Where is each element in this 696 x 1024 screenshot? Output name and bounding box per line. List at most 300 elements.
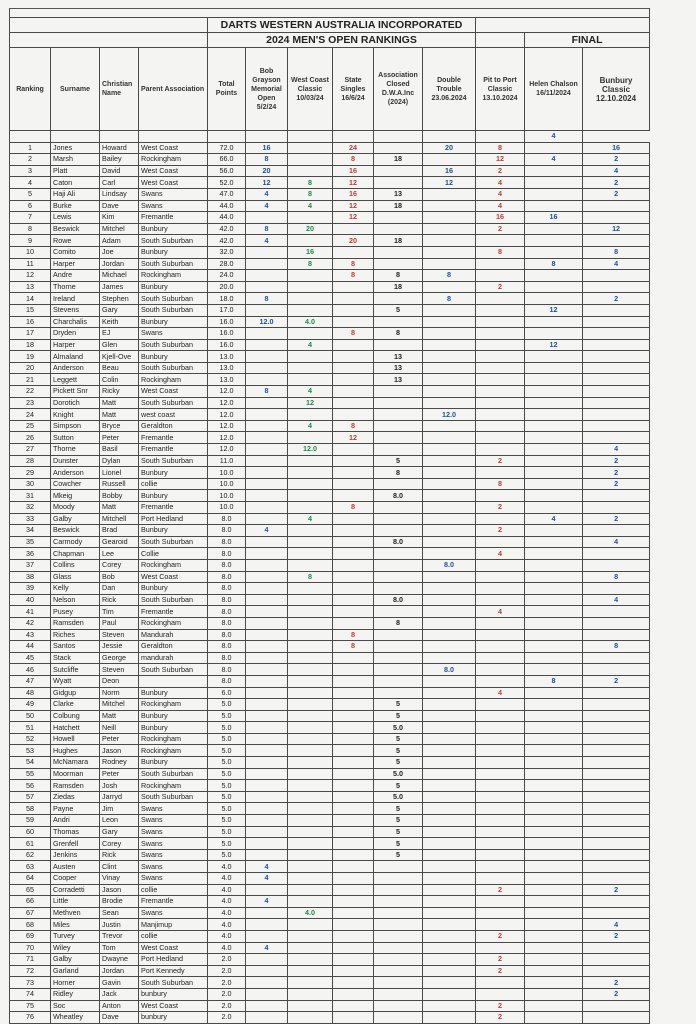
cell-total-points: 16.0 — [208, 328, 246, 340]
cell-bob-grayson — [246, 815, 288, 827]
cell-association-closed — [374, 165, 423, 177]
cell-total-points: 2.0 — [208, 1012, 246, 1024]
cell-bob-grayson — [246, 965, 288, 977]
cell-total-points: 32.0 — [208, 246, 246, 258]
cell-bob-grayson — [246, 641, 288, 653]
cell-bob-grayson — [246, 559, 288, 571]
cell-parent-association: Bunbury — [139, 710, 208, 722]
cell-helen-chalson: 16 — [525, 212, 583, 224]
cell-state-singles: 8 — [333, 154, 374, 166]
cell-parent-association: Swans — [139, 849, 208, 861]
cell-surname: Kelly — [51, 583, 100, 595]
cell-helen-chalson — [525, 386, 583, 398]
cell-helen-chalson — [525, 293, 583, 305]
cell-rank: 42 — [10, 617, 51, 629]
cell-parent-association: Bunbury — [139, 246, 208, 258]
cell-association-closed — [374, 478, 423, 490]
cell-bob-grayson: 8 — [246, 223, 288, 235]
cell-pit-to-port — [476, 907, 525, 919]
cell-parent-association: Bunbury — [139, 525, 208, 537]
table-row — [10, 629, 650, 641]
cell-rank: 21 — [10, 374, 51, 386]
cell-surname: Stevens — [51, 304, 100, 316]
cell-parent-association: South Suburban — [139, 455, 208, 467]
cell-pit-to-port: 4 — [476, 177, 525, 189]
cell-double-trouble — [423, 988, 476, 1000]
cell-christian-name: Gearoid — [100, 536, 139, 548]
cell-parent-association: Collie — [139, 548, 208, 560]
cell-bunbury-classic — [583, 1000, 650, 1012]
cell-rank: 14 — [10, 293, 51, 305]
cell-bob-grayson — [246, 362, 288, 374]
cell-association-closed — [374, 884, 423, 896]
cell-helen-chalson — [525, 629, 583, 641]
cell-pit-to-port: 2 — [476, 223, 525, 235]
cell-parent-association: mandurah — [139, 652, 208, 664]
table-row — [10, 432, 650, 444]
cell-parent-association: Bunbury — [139, 467, 208, 479]
cell-surname: Lewis — [51, 212, 100, 224]
cell-parent-association: West Coast — [139, 571, 208, 583]
table-row — [10, 316, 650, 328]
cell-state-singles: 8 — [333, 258, 374, 270]
cell-rank: 63 — [10, 861, 51, 873]
header-association-closed: Association Closed D.W.A.Inc (2024) — [374, 48, 423, 131]
cell-state-singles — [333, 617, 374, 629]
cell-rank: 1 — [10, 142, 51, 154]
cell-parent-association: Bunbury — [139, 223, 208, 235]
cell-christian-name: Matt — [100, 409, 139, 421]
table-row — [10, 791, 650, 803]
cell-bob-grayson — [246, 502, 288, 514]
cell-bob-grayson — [246, 131, 288, 143]
cell-total-points: 56.0 — [208, 165, 246, 177]
cell-west-coast-classic — [288, 583, 333, 595]
cell-christian-name: Rick — [100, 849, 139, 861]
cell-state-singles — [333, 988, 374, 1000]
cell-helen-chalson — [525, 687, 583, 699]
cell-state-singles — [333, 131, 374, 143]
cell-christian-name: Matt — [100, 502, 139, 514]
cell-rank: 30 — [10, 478, 51, 490]
table-row — [10, 339, 650, 351]
cell-state-singles — [333, 930, 374, 942]
cell-bunbury-classic — [583, 873, 650, 885]
table-row — [10, 896, 650, 908]
cell-west-coast-classic — [288, 675, 333, 687]
cell-west-coast-classic — [288, 838, 333, 850]
cell-pit-to-port — [476, 467, 525, 479]
cell-pit-to-port — [476, 838, 525, 850]
cell-state-singles: 8 — [333, 502, 374, 514]
cell-helen-chalson — [525, 907, 583, 919]
cell-christian-name: George — [100, 652, 139, 664]
cell-state-singles: 8 — [333, 629, 374, 641]
table-row — [10, 409, 650, 421]
cell-helen-chalson — [525, 826, 583, 838]
cell-helen-chalson — [525, 177, 583, 189]
cell-double-trouble — [423, 304, 476, 316]
cell-west-coast-classic — [288, 559, 333, 571]
cell-association-closed: 18 — [374, 281, 423, 293]
cell-total-points: 8.0 — [208, 641, 246, 653]
cell-rank: 7 — [10, 212, 51, 224]
cell-rank: 76 — [10, 1012, 51, 1024]
cell-helen-chalson — [525, 490, 583, 502]
cell-rank: 23 — [10, 397, 51, 409]
cell-state-singles: 16 — [333, 188, 374, 200]
cell-double-trouble — [423, 223, 476, 235]
cell-surname: Hatchett — [51, 722, 100, 734]
cell-christian-name: EJ — [100, 328, 139, 340]
cell-bob-grayson — [246, 687, 288, 699]
cell-rank: 43 — [10, 629, 51, 641]
cell-pit-to-port — [476, 536, 525, 548]
cell-total-points: 4.0 — [208, 884, 246, 896]
cell-total-points: 4.0 — [208, 907, 246, 919]
cell-bob-grayson — [246, 745, 288, 757]
header-total-points: Total Points — [208, 48, 246, 131]
cell-state-singles — [333, 965, 374, 977]
cell-helen-chalson — [525, 861, 583, 873]
cell-bob-grayson — [246, 467, 288, 479]
cell-surname: Almaland — [51, 351, 100, 363]
cell-west-coast-classic: 4.0 — [288, 907, 333, 919]
cell-double-trouble — [423, 849, 476, 861]
header-pit-to-port: Pit to Port Classic 13.10.2024 — [476, 48, 525, 131]
cell-christian-name: Mitchel — [100, 223, 139, 235]
cell-association-closed: 5 — [374, 304, 423, 316]
cell-state-singles — [333, 316, 374, 328]
cell-christian-name: Joe — [100, 246, 139, 258]
cell-pit-to-port — [476, 919, 525, 931]
cell-surname: Wheatley — [51, 1012, 100, 1024]
cell-association-closed — [374, 397, 423, 409]
cell-pit-to-port — [476, 745, 525, 757]
cell-helen-chalson — [525, 165, 583, 177]
cell-pit-to-port: 4 — [476, 606, 525, 618]
cell-pit-to-port — [476, 444, 525, 456]
cell-bunbury-classic — [583, 409, 650, 421]
cell-west-coast-classic — [288, 826, 333, 838]
cell-state-singles — [333, 594, 374, 606]
cell-total-points: 13.0 — [208, 351, 246, 363]
cell-state-singles — [333, 791, 374, 803]
cell-surname: Stack — [51, 652, 100, 664]
cell-state-singles — [333, 919, 374, 931]
cell-association-closed — [374, 954, 423, 966]
cell-parent-association: Mandurah — [139, 629, 208, 641]
cell-parent-association: Rockingham — [139, 374, 208, 386]
table-row — [10, 258, 650, 270]
cell-pit-to-port: 8 — [476, 142, 525, 154]
cell-bunbury-classic — [583, 235, 650, 247]
cell-total-points: 52.0 — [208, 177, 246, 189]
cell-association-closed — [374, 420, 423, 432]
cell-pit-to-port — [476, 559, 525, 571]
cell-pit-to-port: 4 — [476, 548, 525, 560]
cell-double-trouble — [423, 838, 476, 850]
cell-rank: 62 — [10, 849, 51, 861]
cell-surname: Knight — [51, 409, 100, 421]
cell-christian-name: Dylan — [100, 455, 139, 467]
cell-bunbury-classic — [583, 652, 650, 664]
cell-pit-to-port — [476, 942, 525, 954]
cell-rank: 34 — [10, 525, 51, 537]
cell-rank: 64 — [10, 873, 51, 885]
cell-surname: Harper — [51, 258, 100, 270]
cell-surname: Methven — [51, 907, 100, 919]
cell-state-singles — [333, 455, 374, 467]
cell-rank: 47 — [10, 675, 51, 687]
cell-west-coast-classic — [288, 815, 333, 827]
cell-parent-association: Swans — [139, 188, 208, 200]
cell-state-singles — [333, 1000, 374, 1012]
cell-parent-association: Swans — [139, 328, 208, 340]
cell-bunbury-classic — [583, 965, 650, 977]
cell-helen-chalson — [525, 954, 583, 966]
cell-rank: 73 — [10, 977, 51, 989]
cell-parent-association: Geraldton — [139, 420, 208, 432]
cell-rank: 36 — [10, 548, 51, 560]
cell-parent-association: Fremantle — [139, 444, 208, 456]
cell-rank: 51 — [10, 722, 51, 734]
cell-total-points: 5.0 — [208, 826, 246, 838]
cell-pit-to-port — [476, 675, 525, 687]
cell-state-singles — [333, 873, 374, 885]
cell-pit-to-port: 2 — [476, 502, 525, 514]
cell-double-trouble — [423, 942, 476, 954]
cell-double-trouble — [423, 235, 476, 247]
cell-parent-association: Fremantle — [139, 432, 208, 444]
cell-association-closed: 8 — [374, 270, 423, 282]
table-row — [10, 907, 650, 919]
cell-total-points: 5.0 — [208, 780, 246, 792]
cell-pit-to-port — [476, 652, 525, 664]
cell-pit-to-port — [476, 849, 525, 861]
cell-rank: 10 — [10, 246, 51, 258]
cell-total-points: 8.0 — [208, 629, 246, 641]
cell-pit-to-port: 2 — [476, 965, 525, 977]
table-row — [10, 478, 650, 490]
header-row — [10, 48, 650, 131]
cell-bunbury-classic — [583, 664, 650, 676]
table-row — [10, 571, 650, 583]
cell-bob-grayson — [246, 652, 288, 664]
table-row — [10, 362, 650, 374]
cell-double-trouble — [423, 397, 476, 409]
cell-bunbury-classic — [583, 722, 650, 734]
table-row — [10, 803, 650, 815]
cell-total-points: 47.0 — [208, 188, 246, 200]
cell-surname: Marsh — [51, 154, 100, 166]
top-blank-row — [10, 9, 650, 18]
cell-helen-chalson — [525, 316, 583, 328]
cell-parent-association: Swans — [139, 815, 208, 827]
cell-rank: 9 — [10, 235, 51, 247]
cell-helen-chalson — [525, 768, 583, 780]
cell-helen-chalson — [525, 235, 583, 247]
cell-parent-association: Port Hedland — [139, 954, 208, 966]
cell-state-singles: 8 — [333, 328, 374, 340]
cell-surname: Leggett — [51, 374, 100, 386]
cell-total-points: 4.0 — [208, 896, 246, 908]
cell-pit-to-port: 2 — [476, 525, 525, 537]
cell-bunbury-classic — [583, 1012, 650, 1024]
cell-state-singles: 8 — [333, 420, 374, 432]
cell-helen-chalson — [525, 200, 583, 212]
cell-rank: 38 — [10, 571, 51, 583]
cell-surname: Anderson — [51, 467, 100, 479]
cell-christian-name: Gavin — [100, 977, 139, 989]
cell-helen-chalson — [525, 397, 583, 409]
table-row — [10, 838, 650, 850]
cell-bob-grayson — [246, 478, 288, 490]
cell-helen-chalson — [525, 791, 583, 803]
cell-helen-chalson — [525, 942, 583, 954]
table-row — [10, 1000, 650, 1012]
cell-state-singles — [333, 548, 374, 560]
cell-state-singles — [333, 444, 374, 456]
cell-bob-grayson — [246, 432, 288, 444]
cell-surname: Burke — [51, 200, 100, 212]
cell-pit-to-port — [476, 316, 525, 328]
cell-association-closed: 18 — [374, 154, 423, 166]
cell-double-trouble — [423, 374, 476, 386]
cell-pit-to-port — [476, 258, 525, 270]
cell-double-trouble — [423, 502, 476, 514]
cell-west-coast-classic: 4 — [288, 420, 333, 432]
cell-rank: 56 — [10, 780, 51, 792]
cell-association-closed: 8.0 — [374, 536, 423, 548]
cell-christian-name: Gary — [100, 304, 139, 316]
cell-association-closed: 5 — [374, 733, 423, 745]
cell-christian-name: Peter — [100, 768, 139, 780]
cell-double-trouble — [423, 131, 476, 143]
cell-parent-association: South Suburban — [139, 304, 208, 316]
cell-total-points: 8.0 — [208, 617, 246, 629]
table-row — [10, 142, 650, 154]
cell-pit-to-port: 16 — [476, 212, 525, 224]
cell-christian-name: Dave — [100, 1012, 139, 1024]
table-row — [10, 536, 650, 548]
cell-christian-name: Jordan — [100, 965, 139, 977]
cell-association-closed — [374, 652, 423, 664]
cell-rank: 69 — [10, 930, 51, 942]
cell-parent-association: Bunbury — [139, 757, 208, 769]
cell-double-trouble — [423, 815, 476, 827]
cell-helen-chalson — [525, 432, 583, 444]
cell-state-singles — [333, 362, 374, 374]
cell-surname: Platt — [51, 165, 100, 177]
table-row — [10, 687, 650, 699]
cell-double-trouble — [423, 745, 476, 757]
cell-total-points: 12.0 — [208, 420, 246, 432]
cell-surname: Wyatt — [51, 675, 100, 687]
cell-state-singles: 12 — [333, 432, 374, 444]
cell-pit-to-port — [476, 757, 525, 769]
cell-christian-name: Michael — [100, 270, 139, 282]
cell-surname: Hughes — [51, 745, 100, 757]
cell-parent-association: South Suburban — [139, 791, 208, 803]
cell-pit-to-port — [476, 374, 525, 386]
cell-double-trouble — [423, 780, 476, 792]
table-row — [10, 733, 650, 745]
cell-total-points: 4.0 — [208, 873, 246, 885]
cell-surname: Riches — [51, 629, 100, 641]
cell-west-coast-classic: 16 — [288, 246, 333, 258]
cell-pit-to-port: 2 — [476, 884, 525, 896]
cell-rank: 60 — [10, 826, 51, 838]
cell-pit-to-port — [476, 420, 525, 432]
cell-surname: Simpson — [51, 420, 100, 432]
cell-bunbury-classic: 2 — [583, 675, 650, 687]
cell-bob-grayson — [246, 722, 288, 734]
header-ranking: Ranking — [10, 48, 51, 131]
cell-bunbury-classic — [583, 768, 650, 780]
cell-double-trouble — [423, 154, 476, 166]
cell-bob-grayson — [246, 397, 288, 409]
cell-surname: Clarke — [51, 699, 100, 711]
cell-state-singles — [333, 374, 374, 386]
cell-rank: 31 — [10, 490, 51, 502]
cell-association-closed — [374, 919, 423, 931]
cell-christian-name: Jordan — [100, 258, 139, 270]
cell-christian-name: Glen — [100, 339, 139, 351]
cell-double-trouble — [423, 954, 476, 966]
cell-pit-to-port — [476, 339, 525, 351]
cell-bunbury-classic: 4 — [583, 594, 650, 606]
cell-west-coast-classic — [288, 919, 333, 931]
cell-bunbury-classic: 12 — [583, 223, 650, 235]
cell-helen-chalson — [525, 930, 583, 942]
cell-double-trouble — [423, 861, 476, 873]
cell-surname: Austen — [51, 861, 100, 873]
cell-christian-name: Neill — [100, 722, 139, 734]
cell-state-singles — [333, 386, 374, 398]
cell-christian-name: Peter — [100, 432, 139, 444]
cell-rank: 54 — [10, 757, 51, 769]
table-row — [10, 699, 650, 711]
cell-double-trouble — [423, 246, 476, 258]
cell-christian-name: Adam — [100, 235, 139, 247]
cell-state-singles: 16 — [333, 165, 374, 177]
cell-rank: 29 — [10, 467, 51, 479]
cell-association-closed — [374, 142, 423, 154]
cell-rank: 32 — [10, 502, 51, 514]
cell-bunbury-classic: 2 — [583, 988, 650, 1000]
cell-parent-association: Fremantle — [139, 896, 208, 908]
cell-double-trouble — [423, 930, 476, 942]
cell-association-closed — [374, 444, 423, 456]
cell-bob-grayson — [246, 884, 288, 896]
cell-surname: Carmody — [51, 536, 100, 548]
header-helen-chalson: Helen Chalson 16/11/2024 — [525, 48, 583, 131]
cell-total-points: 16.0 — [208, 339, 246, 351]
cell-association-closed — [374, 942, 423, 954]
cell-surname: Colbung — [51, 710, 100, 722]
cell-surname: Miles — [51, 919, 100, 931]
cell-bob-grayson: 4 — [246, 942, 288, 954]
cell-west-coast-classic — [288, 432, 333, 444]
cell-bunbury-classic: 2 — [583, 455, 650, 467]
cell-west-coast-classic — [288, 861, 333, 873]
cell-bob-grayson — [246, 455, 288, 467]
cell-helen-chalson — [525, 606, 583, 618]
cell-west-coast-classic — [288, 374, 333, 386]
cell-total-points: 10.0 — [208, 502, 246, 514]
cell-surname: Ziedas — [51, 791, 100, 803]
